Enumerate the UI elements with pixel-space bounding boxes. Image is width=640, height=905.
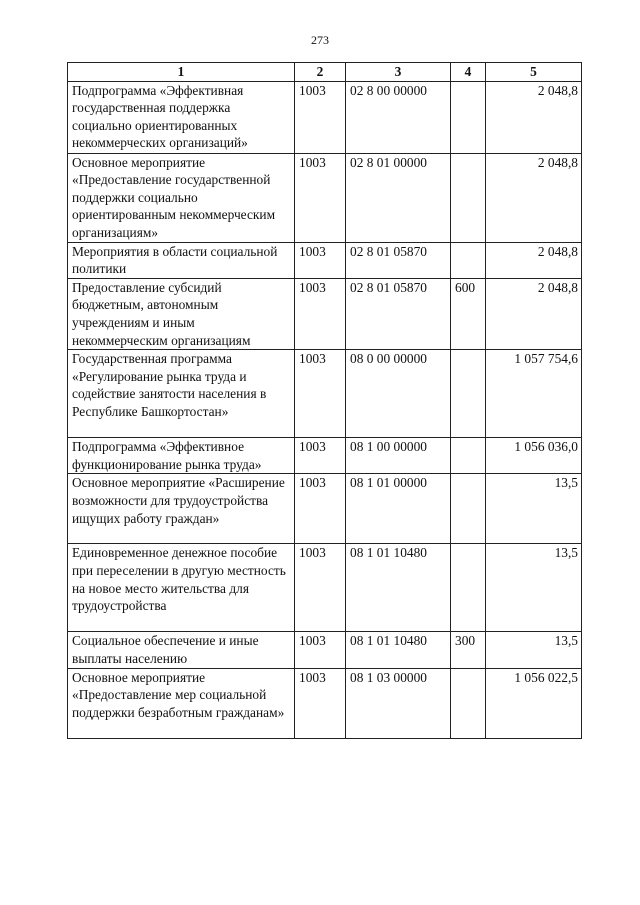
- row-name: Основное мероприятие «Предоставление государственной поддержки социально ориентированным некоммерческим организациям»: [68, 153, 295, 242]
- row-target-item: 08 0 00 00000: [346, 350, 451, 438]
- row-section: 1003: [295, 81, 346, 153]
- row-name: Мероприятия в области социальной политики: [68, 242, 295, 278]
- table-row: [68, 81, 582, 153]
- table-row: [68, 632, 582, 668]
- row-name: Единовременное денежное пособие при переселении в другую местность на новое место жительства для трудоустройства: [68, 544, 295, 632]
- row-section: 1003: [295, 632, 346, 668]
- table-header-row: [68, 63, 582, 82]
- row-expense-type: 300: [451, 632, 486, 668]
- row-target-item: 08 1 01 10480: [346, 632, 451, 668]
- row-expense-type: [451, 350, 486, 438]
- row-section: 1003: [295, 350, 346, 438]
- header-col-4: 4: [451, 63, 486, 82]
- row-name: Предоставление субсидий бюджетным, автономным учреждениям и иным некоммерческим организациям: [68, 278, 295, 349]
- row-expense-type: [451, 474, 486, 544]
- table-row: [68, 438, 582, 474]
- row-target-item: 08 1 01 10480: [346, 544, 451, 632]
- row-amount: 1 057 754,6: [486, 350, 582, 438]
- page-number: 273: [311, 33, 329, 47]
- row-expense-type: 600: [451, 278, 486, 349]
- row-amount: 2 048,8: [486, 278, 582, 349]
- row-target-item: 08 1 01 00000: [346, 474, 451, 544]
- row-target-item: 02 8 01 05870: [346, 278, 451, 349]
- budget-table: [67, 62, 582, 739]
- table-row: [68, 153, 582, 242]
- row-amount: 1 056 022,5: [486, 668, 582, 738]
- row-target-item: 02 8 01 00000: [346, 153, 451, 242]
- row-section: 1003: [295, 474, 346, 544]
- header-col-3: 3: [346, 63, 451, 82]
- row-amount: 2 048,8: [486, 81, 582, 153]
- row-name: Социальное обеспечение и иные выплаты населению: [68, 632, 295, 668]
- row-expense-type: [451, 438, 486, 474]
- row-amount: 13,5: [486, 544, 582, 632]
- row-section: 1003: [295, 438, 346, 474]
- row-target-item: 02 8 00 00000: [346, 81, 451, 153]
- row-name: Основное мероприятие «Расширение возможности для трудоустройства ищущих работу граждан»: [68, 474, 295, 544]
- row-name: Подпрограмма «Эффективная государственная поддержка социально ориентированных некоммерческих организаций»: [68, 81, 295, 153]
- row-section: 1003: [295, 242, 346, 278]
- row-expense-type: [451, 81, 486, 153]
- row-section: 1003: [295, 278, 346, 349]
- table-row: [68, 350, 582, 438]
- row-expense-type: [451, 668, 486, 738]
- header-col-5: 5: [486, 63, 582, 82]
- table-row: [68, 474, 582, 544]
- row-section: 1003: [295, 668, 346, 738]
- row-target-item: 08 1 03 00000: [346, 668, 451, 738]
- row-target-item: 02 8 01 05870: [346, 242, 451, 278]
- header-col-2: 2: [295, 63, 346, 82]
- table-row: [68, 668, 582, 738]
- header-col-1: 1: [68, 63, 295, 82]
- row-expense-type: [451, 242, 486, 278]
- row-amount: 13,5: [486, 632, 582, 668]
- row-section: 1003: [295, 153, 346, 242]
- table-row: [68, 242, 582, 278]
- row-name: Государственная программа «Регулирование рынка труда и содействие занятости населения в Республике Башкортостан»: [68, 350, 295, 438]
- row-expense-type: [451, 153, 486, 242]
- row-name: Основное мероприятие «Предоставление мер социальной поддержки безработным гражданам»: [68, 668, 295, 738]
- row-target-item: 08 1 00 00000: [346, 438, 451, 474]
- row-amount: 2 048,8: [486, 242, 582, 278]
- row-section: 1003: [295, 544, 346, 632]
- row-name: Подпрограмма «Эффективное функционирование рынка труда»: [68, 438, 295, 474]
- table-row: [68, 278, 582, 349]
- row-amount: 1 056 036,0: [486, 438, 582, 474]
- row-amount: 13,5: [486, 474, 582, 544]
- table-row: [68, 544, 582, 632]
- row-expense-type: [451, 544, 486, 632]
- row-amount: 2 048,8: [486, 153, 582, 242]
